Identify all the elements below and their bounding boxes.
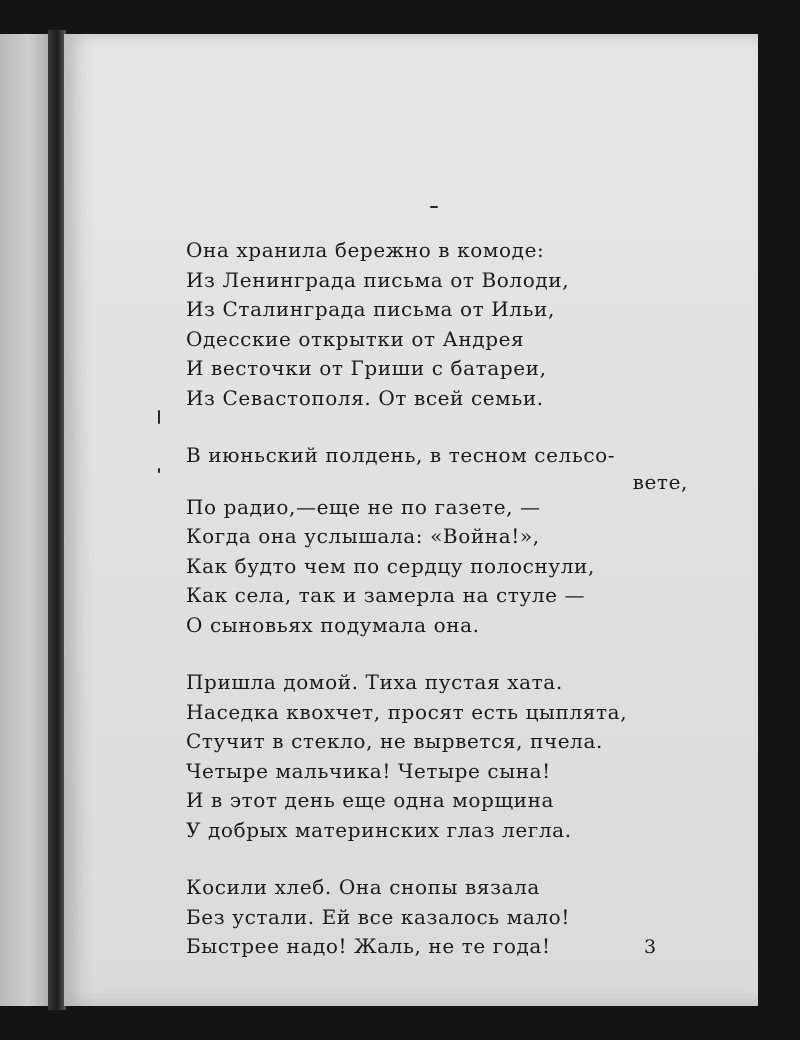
stanza-3 <box>186 668 706 845</box>
print-speck <box>158 468 160 473</box>
poem-line: Быстрее надо! Жаль, не те года! <box>186 934 551 958</box>
poem-line: Наседка квохчет, просят есть цыплята, <box>186 699 628 724</box>
stanza-4 <box>186 873 706 962</box>
stanza-1 <box>186 236 706 413</box>
poem-line: Как будто чем по сердцу полоснули, <box>186 553 595 578</box>
poem-line: Стучит в стекло, не вырвется, пчела. <box>186 729 603 753</box>
poem-line: По радио,—еще не по газете, — <box>186 494 541 519</box>
poem-text <box>186 236 706 990</box>
poem-line: О сыновьях подумала она. <box>186 612 480 637</box>
left-page-edge <box>0 34 52 1006</box>
poem-line-hyphen-continuation: вете, <box>632 469 688 494</box>
poem-line: Когда она услышала: «Война!», <box>186 524 540 548</box>
poem-line: Из Сталинграда письма от Ильи, <box>186 297 555 321</box>
stanza-2 <box>186 441 706 640</box>
poem-line: Из Ленинграда письма от Володи, <box>186 267 570 292</box>
poem-line: Одесские открытки от Андрея <box>186 326 525 351</box>
poem-line: Косили хлеб. Она снопы вязала <box>186 875 540 899</box>
poem-line: Из Севастополя. От всей семьи. <box>186 385 544 410</box>
poem-line: Она хранила бережно в комоде: <box>186 238 545 262</box>
poem-line: Пришла домой. Тиха пустая хата. <box>186 670 563 694</box>
poem-line: В июньский полдень, в тесном сельсо- <box>186 443 616 467</box>
print-speck <box>158 410 160 424</box>
poem-line: И в этот день еще одна морщина <box>186 788 555 812</box>
poem-line: Как села, так и замерла на стуле — <box>186 583 586 607</box>
print-speck <box>430 206 438 208</box>
poem-line: У добрых материнских глаз легла. <box>186 817 572 842</box>
poem-line: Четыре мальчика! Четыре сына! <box>186 758 551 783</box>
poem-line: И весточки от Гриши с батареи, <box>186 356 547 380</box>
page-number: 3 <box>644 936 657 958</box>
poem-line: Без устали. Ей все казалось мало! <box>186 904 570 929</box>
